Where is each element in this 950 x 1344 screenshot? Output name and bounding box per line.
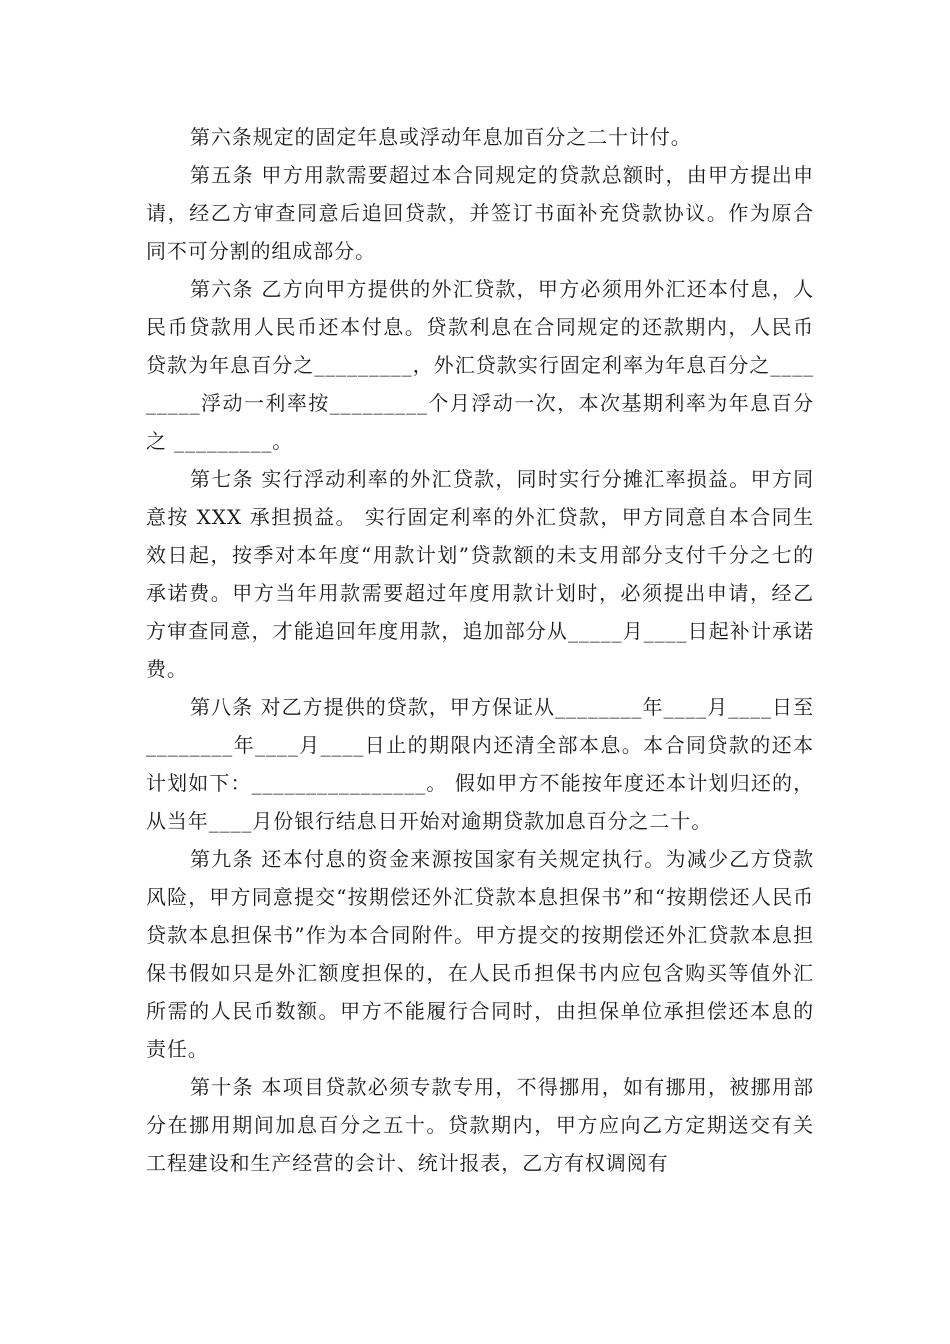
paragraph-article-5: 第五条 甲方用款需要超过本合同规定的贷款总额时，由甲方提出申请，经乙方审查同意后追回贷款，并签订书面补充贷款协议。作为原合同不可分割的组成部分。 bbox=[146, 163, 814, 263]
paragraph-continuation: 第六条规定的固定年息或浮动年息加百分之二十计付。 bbox=[190, 125, 692, 149]
paragraph-article-8: 第八条 对乙方提供的贷款，甲方保证从________年____月____日至________年____月____日止的期限内还清全部本息。本合同贷款的还本计划如下：________________。 假如甲方不能按年度还本计划归还的，从当年____月份银行结息日开始对逾期贷款加息百分之二十。 bbox=[146, 695, 814, 833]
paragraph-article-10: 第十条 本项目贷款必须专款专用，不得挪用，如有挪用，被挪用部分在挪用期间加息百分之五十。贷款期内，甲方应向乙方定期送交有关工程建设和生产经营的会计、统计报表，乙方有权调阅有 bbox=[146, 1075, 814, 1175]
paragraph-article-7: 第七条 实行浮动利率的外汇贷款，同时实行分摊汇率损益。甲方同意按 XXX 承担损益。 实行固定利率的外汇贷款，甲方同意自本合同生效日起，按季对本年度“用款计划”贷款额的未支用部分支付千分之七的承诺费。甲方当年用款需要超过年度用款计划时，必须提出申请，经乙方审查同意，才能追回年度用款，追加部分从_____月____日起补计承诺费。 bbox=[146, 467, 814, 681]
paragraph-article-9: 第九条 还本付息的资金来源按国家有关规定执行。为减少乙方贷款风险，甲方同意提交“按期偿还外汇贷款本息担保书”和“按期偿还人民币贷款本息担保书”作为本合同附件。甲方提交的按期偿还外汇贷款本息担保书假如只是外汇额度担保的，在人民币担保书内应包含购买等值外汇所需的人民币数额。甲方不能履行合同时，由担保单位承担偿还本息的责任。 bbox=[146, 847, 814, 1061]
document-body bbox=[146, 118, 814, 1182]
paragraph-article-6: 第六条 乙方向甲方提供的外汇贷款，甲方必须用外汇还本付息，人民币贷款用人民币还本付息。贷款利息在合同规定的还款期内，人民币贷款为年息百分之_________，外汇贷款实行固定利率为年息百分之_________浮动一利率按_________个月浮动一次，本次基期利率为年息百分之 _________。 bbox=[146, 277, 814, 453]
